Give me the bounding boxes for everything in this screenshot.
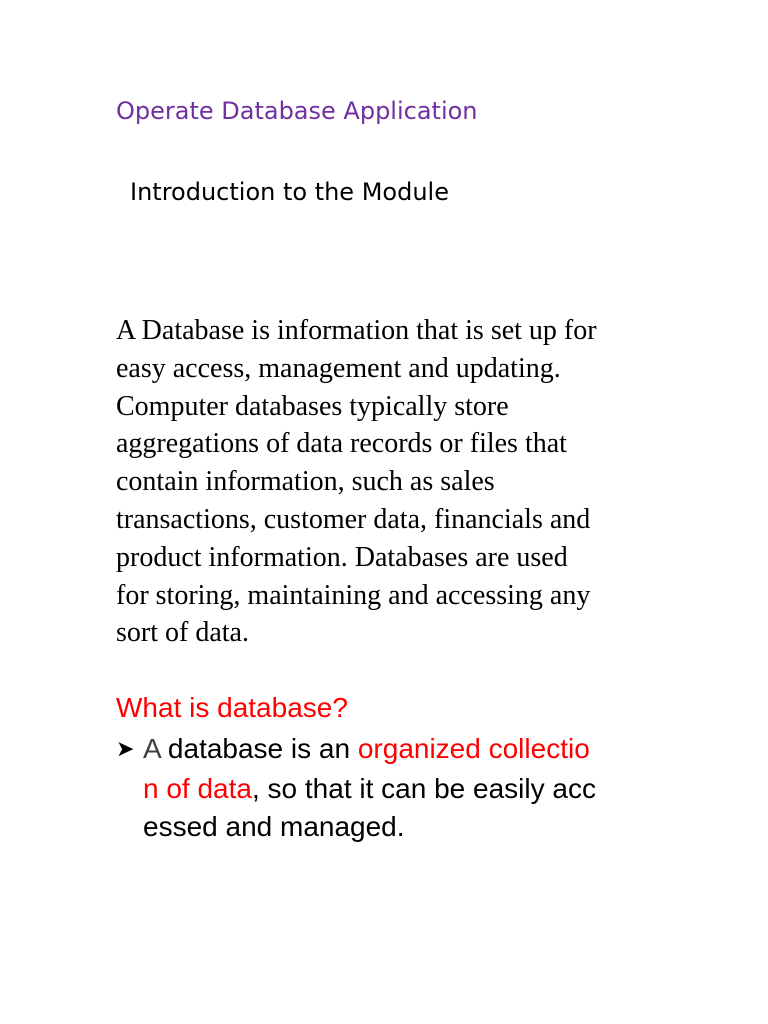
paragraph-line: for storing, maintaining and accessing any <box>116 579 591 611</box>
database-definition-paragraph <box>116 312 656 652</box>
paragraph-line: transactions, customer data, financials and <box>116 503 591 535</box>
bullet-highlight-text: organized collectio <box>357 733 590 764</box>
paragraph-line: A Database is information that is set up for <box>116 315 597 346</box>
bullet-highlight-text: n of data <box>143 772 252 804</box>
paragraph-line: Computer databases typically store <box>116 390 509 422</box>
paragraph-line: aggregations of data records or files that <box>116 428 567 460</box>
arrow-bullet-icon: ➤ <box>116 737 135 762</box>
bullet-text-a: A <box>143 733 161 764</box>
document-heading: Operate Database Application <box>116 97 478 125</box>
bullet-line-3: essed and managed. <box>143 811 405 842</box>
bullet-line-1 <box>116 730 596 770</box>
bullet-line-2 <box>116 770 596 809</box>
paragraph-line: easy access, management and updating. <box>116 352 561 384</box>
what-is-database-heading: What is database? <box>116 692 348 723</box>
database-bullet-point <box>116 730 596 847</box>
bullet-text-segment: , so that it can be easily acc <box>251 772 596 804</box>
module-introduction-title: Introduction to the Module <box>130 178 449 206</box>
paragraph-line: sort of data. <box>116 617 249 649</box>
paragraph-line: product information. Databases are used <box>116 541 568 573</box>
bullet-text-segment: database is an <box>160 733 358 764</box>
paragraph-line: contain information, such as sales <box>116 466 495 498</box>
